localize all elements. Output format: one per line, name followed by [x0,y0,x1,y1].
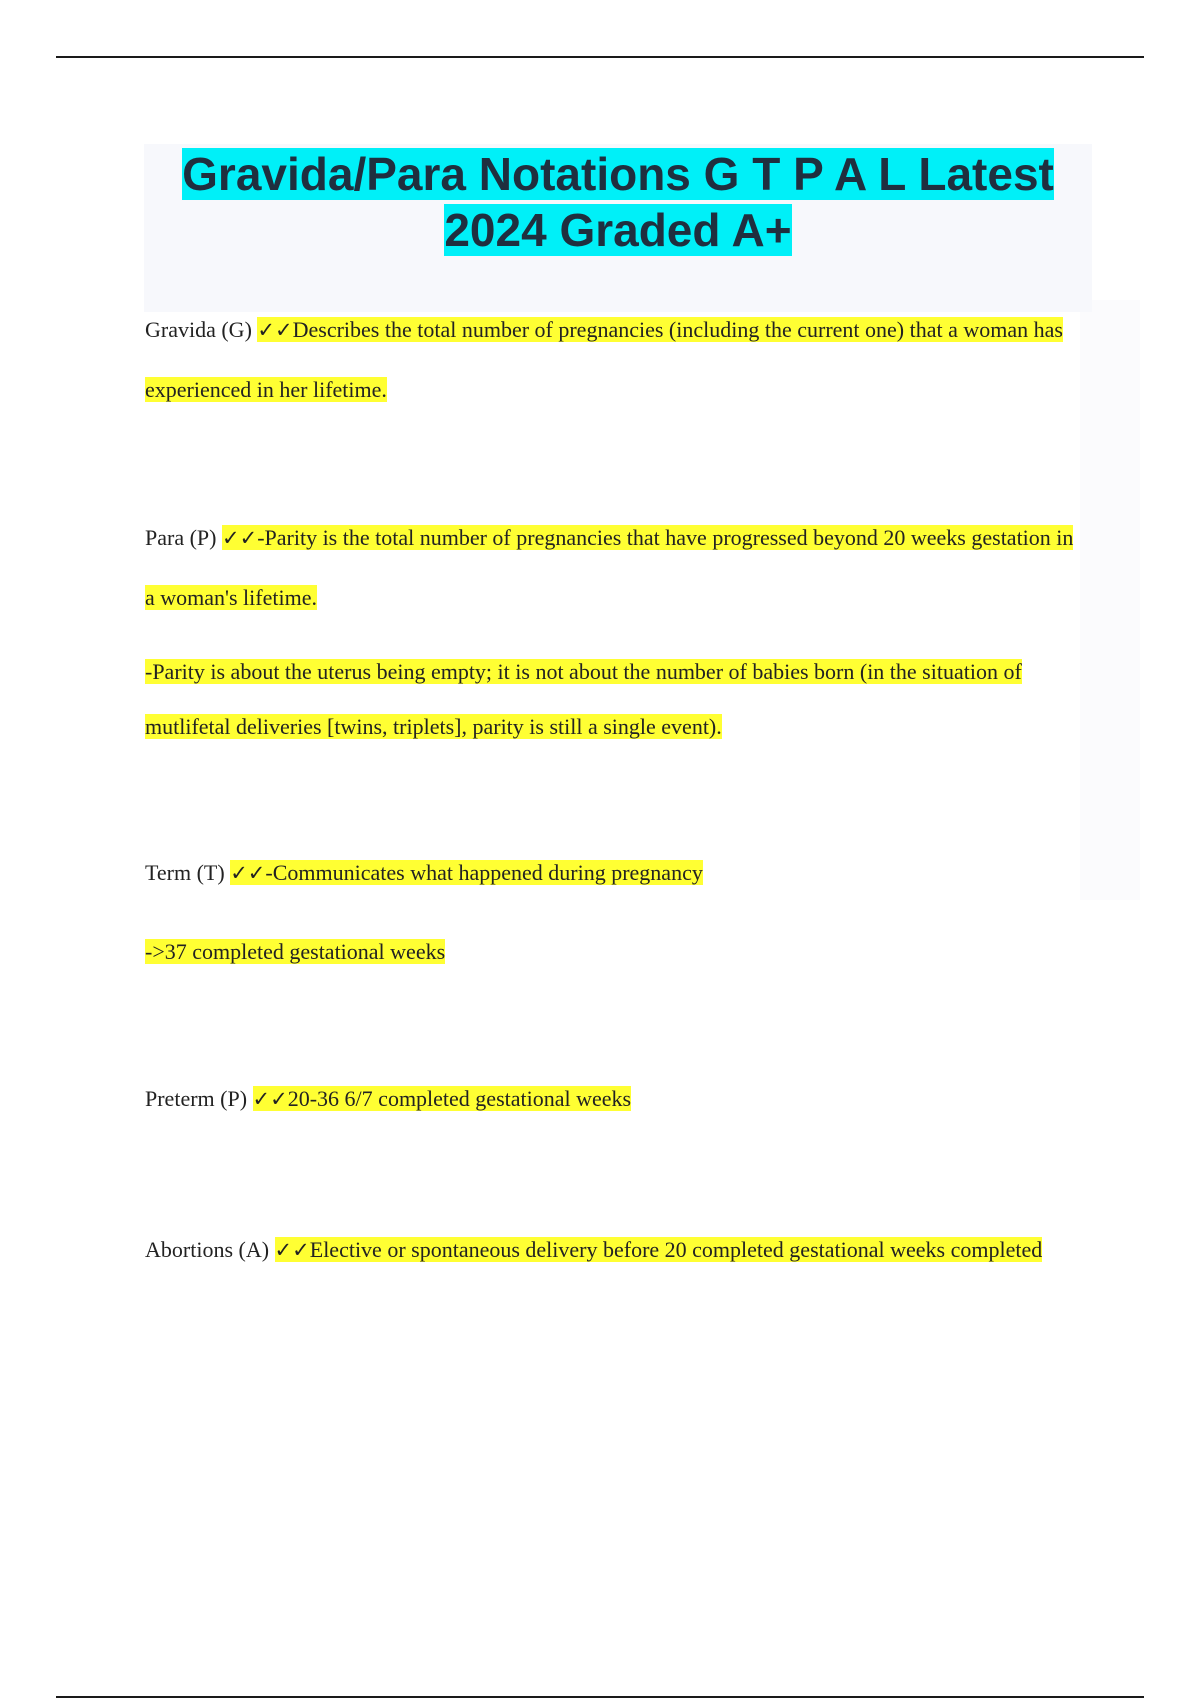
note-text: -Parity is about the uterus being empty; it is not about the number of babies born (in the situation of mutlifetal deliveries [twins, triplets], parity is still a single event). [145,659,1022,739]
entry-para [145,508,1085,628]
title-box [144,144,1092,312]
checkmark-icon: ✓✓ [274,1238,310,1262]
entry-term [145,843,1085,903]
note-text: ->37 completed gestational weeks [145,939,446,964]
term-label: Term (T) [145,860,225,885]
entry-gravida [145,300,1085,420]
page-shading [1080,300,1140,900]
term-label: Preterm (P) [145,1086,248,1111]
term-label: Abortions (A) [145,1237,270,1262]
term-definition: -Parity is the total number of pregnancies that have progressed beyond 20 weeks gestation in a woman's lifetime. [145,525,1074,610]
term-label: Para (P) [145,525,217,550]
term-label: Gravida (G) [145,317,252,342]
para-note [145,644,1090,754]
top-rule [56,56,1144,58]
term-note [145,922,1085,982]
title-text: Gravida/Para Notations G T P A L Latest 2024 Graded A+ [182,148,1054,256]
checkmark-icon: ✓✓ [221,526,258,550]
bottom-rule [56,1696,1144,1698]
checkmark-icon: ✓✓ [252,1087,288,1111]
checkmark-icon: ✓✓ [230,861,266,885]
term-definition: Elective or spontaneous delivery before 20 completed gestational weeks completed [309,1237,1043,1262]
entry-preterm [145,1069,1085,1129]
term-definition: 20-36 6/7 completed gestational weeks [287,1086,632,1111]
checkmark-icon: ✓✓ [257,318,293,342]
document-title [144,144,1092,258]
term-definition: Describes the total number of pregnancies (including the current one) that a woman has experienced in her lifetime. [145,317,1063,402]
entry-abortions [145,1220,1085,1280]
term-definition: -Communicates what happened during pregnancy [265,860,703,885]
